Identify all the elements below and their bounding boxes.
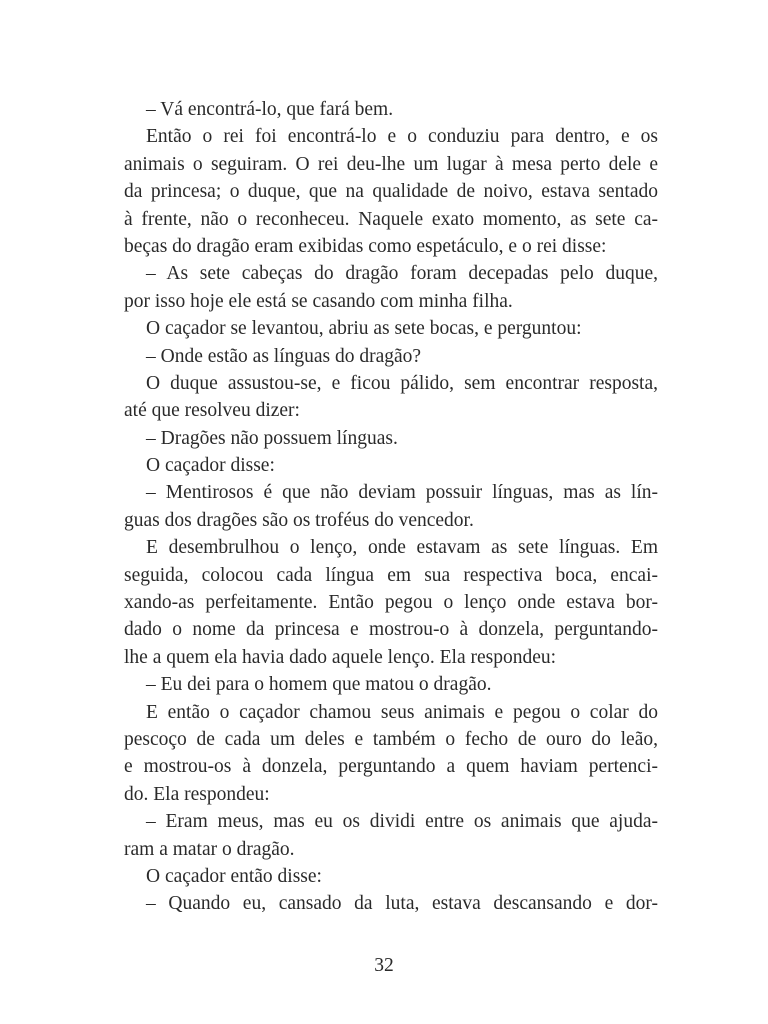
text-line: – Dragões não possuem línguas. <box>146 427 398 449</box>
text-line: – Quando eu, cansado da luta, estava descansando e dor- <box>146 893 658 915</box>
text-line: – As sete cabeças do dragão foram decepadas pelo duque, <box>146 263 658 285</box>
text-line: Então o rei foi encontrá-lo e o conduziu para dentro, e os <box>146 126 658 148</box>
text-line: dado o nome da princesa e mostrou-o à donzela, perguntando- <box>124 619 658 641</box>
text-line: ram a matar o dragão. <box>124 838 295 860</box>
text-line: O caçador então disse: <box>146 865 322 887</box>
text-line: xando-as perfeitamente. Então pegou o lenço onde estava bor- <box>124 592 658 614</box>
page-number: 32 <box>374 955 394 976</box>
text-line: O caçador disse: <box>146 455 275 477</box>
body-text <box>124 96 658 918</box>
text-line: à frente, não o reconheceu. Naquele exato momento, as sete ca- <box>124 208 658 230</box>
text-line: – Eram meus, mas eu os dividi entre os animais que ajuda- <box>146 811 658 833</box>
text-line: – Onde estão as línguas do dragão? <box>146 345 422 367</box>
text-line: pescoço de cada um deles e também o fecho de ouro do leão, <box>124 728 658 750</box>
text-line: O duque assustou-se, e ficou pálido, sem encontrar resposta, <box>146 372 658 394</box>
text-line: E desembrulhou o lenço, onde estavam as sete línguas. Em <box>146 537 658 559</box>
text-line: da princesa; o duque, que na qualidade de noivo, estava sentado <box>124 181 658 203</box>
text-line: – Mentirosos é que não deviam possuir línguas, mas as lín- <box>146 482 658 504</box>
text-line: – Eu dei para o homem que matou o dragão. <box>146 674 492 696</box>
text-line: seguida, colocou cada língua em sua respectiva boca, encai- <box>124 564 658 586</box>
text-line: até que resolveu dizer: <box>124 400 300 422</box>
text-line: beças do dragão eram exibidas como espetáculo, e o rei disse: <box>124 235 607 257</box>
text-line: lhe a quem ela havia dado aquele lenço. Ela respondeu: <box>124 646 557 668</box>
text-line: animais o seguiram. O rei deu-lhe um lugar à mesa perto dele e <box>124 153 658 175</box>
text-line: – Vá encontrá-lo, que fará bem. <box>146 99 394 120</box>
text-line: por isso hoje ele está se casando com minha filha. <box>124 290 513 312</box>
text-line: e mostrou-os à donzela, perguntando a quem haviam pertenci- <box>124 756 658 778</box>
text-line: guas dos dragões são os troféus do vencedor. <box>124 509 474 531</box>
text-line: E então o caçador chamou seus animais e pegou o colar do <box>146 701 658 723</box>
text-line: O caçador se levantou, abriu as sete bocas, e perguntou: <box>146 318 582 340</box>
text-line: do. Ela respondeu: <box>124 783 270 805</box>
